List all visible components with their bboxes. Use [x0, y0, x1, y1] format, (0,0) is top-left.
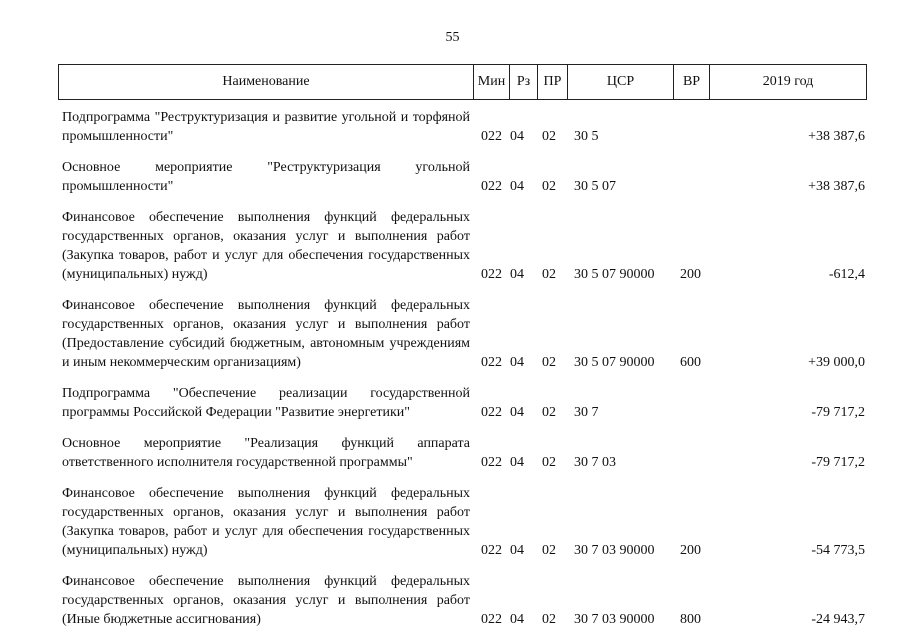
row-min: 022 — [481, 455, 502, 470]
row-vr: 800 — [680, 612, 701, 627]
row-rz: 04 — [510, 267, 524, 282]
row-amount: -54 773,5 — [811, 543, 865, 558]
row-name: Подпрограмма "Обеспечение реализации государственной программы Российской Федерации "Развитие энергетики" — [62, 386, 470, 420]
header-vr: ВР — [673, 65, 709, 99]
row-csr: 30 7 03 90000 — [574, 612, 655, 627]
row-min: 022 — [481, 405, 502, 420]
row-vr: 200 — [680, 267, 701, 282]
row-rz: 04 — [510, 355, 524, 370]
table-body — [58, 108, 867, 641]
row-rz: 04 — [510, 179, 524, 194]
row-amount: +38 387,6 — [808, 179, 865, 194]
row-csr: 30 5 07 90000 — [574, 267, 655, 282]
table-header — [58, 64, 867, 100]
row-min: 022 — [481, 267, 502, 282]
header-year: 2019 год — [709, 65, 866, 99]
table-row — [58, 158, 867, 196]
row-pr: 02 — [542, 267, 556, 282]
row-rz: 04 — [510, 612, 524, 627]
row-name: Основное мероприятие "Реструктуризация угольной промышленности" — [62, 160, 470, 194]
row-name: Финансовое обеспечение выполнения функций федеральных государственных органов, оказания услуг и выполнения работ (Закупка товаров, работ и услуг для обеспечения государственных (муниципальных) нужд) — [62, 486, 470, 558]
row-pr: 02 — [542, 355, 556, 370]
row-pr: 02 — [542, 405, 556, 420]
row-min: 022 — [481, 179, 502, 194]
table-row — [58, 108, 867, 146]
row-min: 022 — [481, 355, 502, 370]
header-rz: Рз — [509, 65, 537, 99]
row-amount: -612,4 — [828, 267, 865, 282]
row-pr: 02 — [542, 179, 556, 194]
row-rz: 04 — [510, 455, 524, 470]
row-name: Подпрограмма "Реструктуризация и развитие угольной и торфяной промышленности" — [62, 110, 470, 144]
header-csr: ЦСР — [567, 65, 673, 99]
row-min: 022 — [481, 612, 502, 627]
row-rz: 04 — [510, 405, 524, 420]
row-rz: 04 — [510, 129, 524, 144]
row-min: 022 — [481, 129, 502, 144]
row-name: Основное мероприятие "Реализация функций аппарата ответственного исполнителя государственной программы" — [62, 436, 470, 470]
table-row — [58, 434, 867, 472]
row-csr: 30 7 03 90000 — [574, 543, 655, 558]
row-name: Финансовое обеспечение выполнения функций федеральных государственных органов, оказания услуг и выполнения работ (Закупка товаров, работ и услуг для обеспечения государственных (муниципальных) нужд) — [62, 210, 470, 282]
header-min: Мин — [473, 65, 509, 99]
row-csr: 30 5 — [574, 129, 599, 144]
row-amount: -79 717,2 — [811, 405, 865, 420]
row-min: 022 — [481, 543, 502, 558]
row-pr: 02 — [542, 612, 556, 627]
row-name: Финансовое обеспечение выполнения функций федеральных государственных органов, оказания услуг и выполнения работ (Иные бюджетные ассигнования) — [62, 574, 470, 627]
row-csr: 30 5 07 90000 — [574, 355, 655, 370]
row-amount: +39 000,0 — [808, 355, 865, 370]
table-row — [58, 572, 867, 629]
row-vr: 200 — [680, 543, 701, 558]
header-pr: ПР — [537, 65, 567, 99]
row-pr: 02 — [542, 129, 556, 144]
table-row — [58, 384, 867, 422]
table-row — [58, 296, 867, 372]
row-name: Финансовое обеспечение выполнения функций федеральных государственных органов, оказания услуг и выполнения работ (Предоставление субсидий бюджетным, автономным учреждениям и иным некоммерческим организациям) — [62, 298, 470, 370]
table-row — [58, 208, 867, 284]
row-amount: +38 387,6 — [808, 129, 865, 144]
row-csr: 30 7 03 — [574, 455, 616, 470]
row-vr: 600 — [680, 355, 701, 370]
row-pr: 02 — [542, 543, 556, 558]
row-amount: -79 717,2 — [811, 455, 865, 470]
row-rz: 04 — [510, 543, 524, 558]
row-csr: 30 5 07 — [574, 179, 616, 194]
table-row — [58, 484, 867, 560]
page-number: 55 — [445, 30, 460, 45]
row-pr: 02 — [542, 455, 556, 470]
row-csr: 30 7 — [574, 405, 599, 420]
row-amount: -24 943,7 — [811, 612, 865, 627]
header-name: Наименование — [222, 74, 310, 89]
